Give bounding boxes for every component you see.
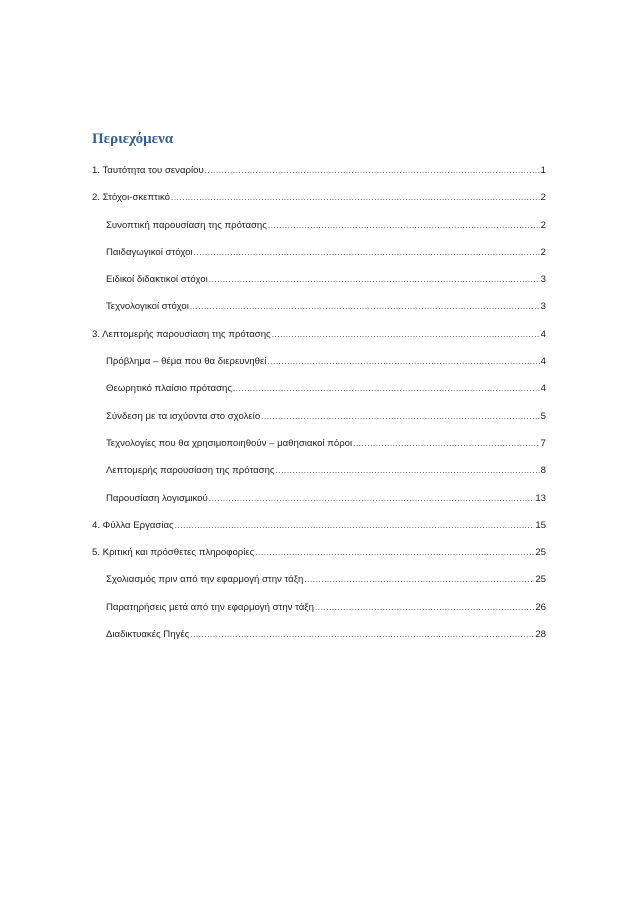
toc-entry-page-number: 13 bbox=[535, 492, 546, 504]
table-of-contents bbox=[92, 163, 546, 654]
toc-entry-label: 5. Κριτική και πρόσθετες πληροφορίες bbox=[92, 547, 255, 559]
toc-dot-leader bbox=[209, 272, 540, 287]
toc-entry-label: Παιδαγωγικοί στόχοι bbox=[106, 246, 193, 258]
toc-dot-leader bbox=[353, 436, 540, 451]
toc-entry-page-number: 8 bbox=[540, 465, 546, 477]
toc-entry-label: Τεχνολογικοί στόχοι bbox=[106, 301, 189, 313]
toc-entry[interactable] bbox=[92, 245, 546, 260]
toc-entry-page-number: 2 bbox=[540, 192, 546, 204]
toc-entry[interactable] bbox=[92, 272, 546, 287]
toc-entry[interactable] bbox=[92, 409, 546, 424]
toc-entry[interactable] bbox=[92, 299, 546, 314]
toc-entry-page-number: 2 bbox=[540, 219, 546, 231]
toc-dot-leader bbox=[276, 463, 540, 478]
toc-dot-leader bbox=[261, 409, 540, 424]
toc-entry-page-number: 7 bbox=[540, 437, 546, 449]
toc-entry-label: Λεπτομερής παρουσίαση της πρότασης bbox=[106, 465, 275, 477]
toc-entry-label: Τεχνολογίες που θα χρησιμοποιηθούν – μαθησιακοί πόροι bbox=[106, 437, 353, 449]
toc-entry-label: Συνοπτική παρουσίαση της πρότασης bbox=[106, 219, 267, 231]
toc-entry[interactable] bbox=[92, 518, 546, 533]
toc-entry[interactable] bbox=[92, 218, 546, 233]
toc-entry[interactable] bbox=[92, 436, 546, 451]
toc-title: Περιεχόμενα bbox=[92, 131, 174, 147]
toc-dot-leader bbox=[267, 354, 539, 369]
toc-entry-page-number: 4 bbox=[540, 383, 546, 395]
toc-entry-label: Ειδικοί διδακτικοί στόχοι bbox=[106, 274, 208, 286]
toc-dot-leader bbox=[209, 491, 535, 506]
toc-entry-label: Διαδικτυακές Πηγές bbox=[106, 629, 190, 641]
toc-entry[interactable] bbox=[92, 491, 546, 506]
toc-entry[interactable] bbox=[92, 381, 546, 396]
toc-dot-leader bbox=[268, 218, 540, 233]
toc-entry-page-number: 25 bbox=[535, 547, 546, 559]
toc-dot-leader bbox=[175, 518, 535, 533]
toc-entry[interactable] bbox=[92, 354, 546, 369]
toc-entry-label: Παρουσίαση λογισμικού bbox=[106, 492, 208, 504]
toc-entry-page-number: 3 bbox=[540, 301, 546, 313]
toc-entry-page-number: 2 bbox=[540, 246, 546, 258]
toc-entry[interactable] bbox=[92, 572, 546, 587]
toc-entry-label: Παρατηρήσεις μετά από την εφαρμογή στην τάξη bbox=[106, 601, 314, 613]
toc-entry-page-number: 25 bbox=[535, 574, 546, 586]
toc-entry-page-number: 5 bbox=[540, 410, 546, 422]
toc-entry-label: Πρόβλημα – θέμα που θα διερευνηθεί bbox=[106, 356, 267, 368]
toc-entry[interactable] bbox=[92, 545, 546, 560]
toc-dot-leader bbox=[304, 572, 534, 587]
toc-entry-page-number: 4 bbox=[540, 328, 546, 340]
toc-entry-page-number: 1 bbox=[540, 165, 546, 176]
toc-entry-label: Θεωρητικό πλαίσιο πρότασης bbox=[106, 383, 232, 395]
toc-entry-page-number: 26 bbox=[535, 601, 546, 613]
toc-dot-leader bbox=[205, 163, 540, 178]
toc-dot-leader bbox=[255, 545, 534, 560]
toc-dot-leader bbox=[171, 190, 540, 205]
toc-entry-label: 1. Ταυτότητα του σεναρίου bbox=[92, 165, 204, 176]
toc-entry-label: Σύνδεση με τα ισχύοντα στο σχολείο bbox=[106, 410, 261, 422]
toc-dot-leader bbox=[272, 327, 540, 342]
toc-entry[interactable] bbox=[92, 627, 546, 642]
toc-dot-leader bbox=[233, 381, 540, 396]
toc-entry[interactable] bbox=[92, 163, 546, 178]
toc-entry-label: 3. Λεπτομερής παρουσίαση της πρότασης bbox=[92, 328, 271, 340]
toc-dot-leader bbox=[190, 299, 540, 314]
toc-dot-leader bbox=[194, 245, 540, 260]
toc-entry[interactable] bbox=[92, 190, 546, 205]
toc-entry[interactable] bbox=[92, 600, 546, 615]
toc-dot-leader bbox=[190, 627, 534, 642]
toc-entry-page-number: 15 bbox=[535, 519, 546, 531]
toc-entry-page-number: 4 bbox=[540, 356, 546, 368]
toc-entry-label: Σχολιασμός πριν από την εφαρμογή στην τάξη bbox=[106, 574, 304, 586]
toc-entry[interactable] bbox=[92, 463, 546, 478]
toc-entry-page-number: 28 bbox=[535, 629, 546, 641]
toc-entry[interactable] bbox=[92, 327, 546, 342]
toc-entry-page-number: 3 bbox=[540, 274, 546, 286]
toc-dot-leader bbox=[315, 600, 534, 615]
toc-entry-label: 4. Φύλλα Εργασίας bbox=[92, 519, 174, 531]
toc-entry-label: 2. Στόχοι-σκεπτικό bbox=[92, 192, 170, 204]
